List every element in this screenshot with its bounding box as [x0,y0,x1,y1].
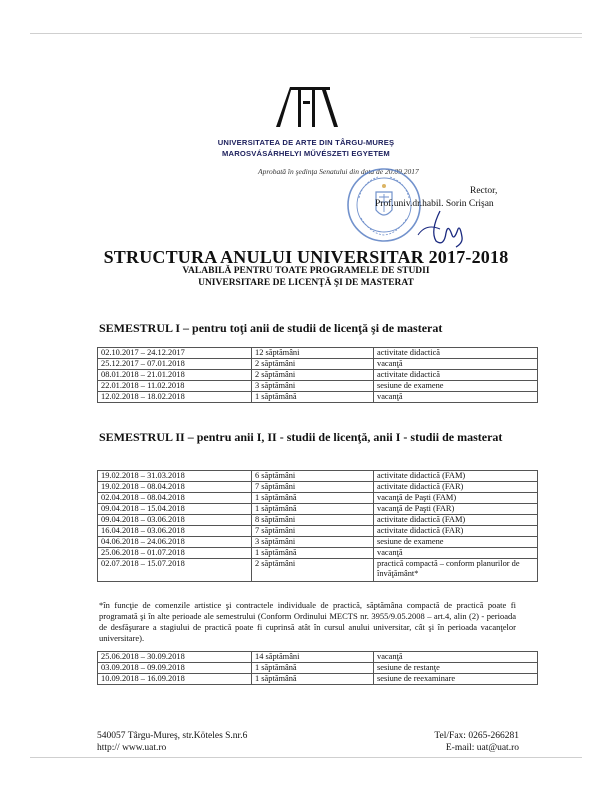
semester-2-table [97,470,538,582]
table-row [98,548,538,559]
period-cell: 12.02.2018 – 18.02.2018 [98,392,252,403]
activity-cell: practică compactă – conform planurilor de învăţământ* [374,559,538,582]
duration-cell: 6 săptămâni [252,471,374,482]
duration-cell: 12 săptămâni [252,348,374,359]
table-row [98,370,538,381]
period-cell: 25.06.2018 – 30.09.2018 [98,652,252,663]
rector-title: Rector, [470,186,498,196]
table-row [98,504,538,515]
duration-cell: 3 săptămâni [252,381,374,392]
duration-cell: 1 săptămână [252,548,374,559]
table-row [98,381,538,392]
top-divider-short [470,37,582,38]
period-cell: 25.12.2017 – 07.01.2018 [98,359,252,370]
semester-2-heading: SEMESTRUL II – pentru anii I, II - studii de licenţă, anii I - studii de masterat [99,430,503,444]
duration-cell: 7 săptămâni [252,526,374,537]
period-cell: 22.01.2018 – 11.02.2018 [98,381,252,392]
table-row [98,482,538,493]
table-row [98,526,538,537]
duration-cell: 2 săptămâni [252,370,374,381]
period-cell: 02.07.2018 – 15.07.2018 [98,559,252,582]
footer-address: 540057 Târgu-Mureş, str.Köteles S.nr.6 [97,731,248,741]
table-row [98,359,538,370]
duration-cell: 1 săptămână [252,504,374,515]
period-cell: 09.04.2018 – 15.04.2018 [98,504,252,515]
activity-cell: activitate didactică [374,348,538,359]
semester-1-heading: SEMESTRUL I – pentru toţi anii de studii de licenţă şi de masterat [99,321,443,335]
table-row [98,515,538,526]
table-row [98,392,538,403]
activity-cell: sesiune de reexaminare [374,674,538,685]
table-row [98,493,538,504]
duration-cell: 14 săptămâni [252,652,374,663]
activity-cell: activitate didactică (FAR) [374,526,538,537]
document-subtitle: VALABILĂ PENTRU TOATE PROGRAMELE DE STUDII [182,266,430,276]
period-cell: 09.04.2018 – 03.06.2018 [98,515,252,526]
footer-phone: Tel/Fax: 0265-266281 [434,731,519,741]
duration-cell: 3 săptămâni [252,537,374,548]
bottom-divider [30,757,582,758]
duration-cell: 2 săptămâni [252,359,374,370]
top-divider [30,33,582,34]
activity-cell: activitate didactică [374,370,538,381]
activity-cell: sesiune de restanţe [374,663,538,674]
period-cell: 02.10.2017 – 24.12.2017 [98,348,252,359]
duration-cell: 1 săptămână [252,493,374,504]
table-row [98,559,538,582]
rector-name: Prof.univ.dr.habil. Sorin Crişan [375,199,494,209]
activity-cell: activitate didactică (FAR) [374,482,538,493]
table-row [98,348,538,359]
duration-cell: 2 săptămâni [252,559,374,582]
footer-email: E-mail: uat@uat.ro [445,743,519,753]
duration-cell: 1 săptămână [252,663,374,674]
table-row [98,471,538,482]
activity-cell: sesiune de examene [374,381,538,392]
university-name-hungarian: MAROSVÁSÁRHELYI MŰVÉSZETI EGYETEM [222,149,390,158]
period-cell: 25.06.2018 – 01.07.2018 [98,548,252,559]
document-title: STRUCTURA ANULUI UNIVERSITAR 2017-2018 [103,247,509,267]
footer-website: http:// www.uat.ro [97,743,167,753]
document-subtitle-2: UNIVERSITARE DE LICENŢĂ ŞI DE MASTERAT [198,278,414,288]
period-cell: 10.09.2018 – 16.09.2018 [98,674,252,685]
period-cell: 02.04.2018 – 08.04.2018 [98,493,252,504]
period-cell: 16.04.2018 – 03.06.2018 [98,526,252,537]
practice-footnote: *în funcţie de comenzile artistice şi contractele individuale de practică, săptămâna compactă de practică poate fi programată şi în alte perioade ale semestrului (Conform Ordinului MECTS nr. 3955/9.05.2008 – art.4, alin (2) - perioada de desfăşurare a stagiului de practică poate fi cuprinsă atât în cursul anului universitar, cât şi în perioada vacanţelor universitare). [99,600,516,643]
activity-cell: vacanţă [374,652,538,663]
activity-cell: vacanţă [374,548,538,559]
senate-approval-note: Aprobată în şedinţa Senatului din data de 20.09.2017 [258,167,419,176]
duration-cell: 8 săptămâni [252,515,374,526]
activity-cell: vacanţă [374,392,538,403]
table-row [98,663,538,674]
period-cell: 03.09.2018 – 09.09.2018 [98,663,252,674]
activity-cell: activitate didactică (FAM) [374,515,538,526]
rector-signature-icon [400,205,470,250]
summer-table [97,651,538,685]
uat-logo-icon [268,83,344,129]
duration-cell: 1 săptămână [252,674,374,685]
table-row [98,674,538,685]
period-cell: 04.06.2018 – 24.06.2018 [98,537,252,548]
period-cell: 19.02.2018 – 31.03.2018 [98,471,252,482]
activity-cell: sesiune de examene [374,537,538,548]
activity-cell: activitate didactică (FAM) [374,471,538,482]
semester-1-table [97,347,538,403]
duration-cell: 7 săptămâni [252,482,374,493]
table-row [98,652,538,663]
activity-cell: vacanţă [374,359,538,370]
period-cell: 19.02.2018 – 08.04.2018 [98,482,252,493]
activity-cell: vacanţă de Paşti (FAM) [374,493,538,504]
duration-cell: 1 săptămână [252,392,374,403]
period-cell: 08.01.2018 – 21.01.2018 [98,370,252,381]
university-name: UNIVERSITATEA DE ARTE DIN TÂRGU-MUREŞ [217,138,395,147]
activity-cell: vacanţă de Paşti (FAR) [374,504,538,515]
table-row [98,537,538,548]
